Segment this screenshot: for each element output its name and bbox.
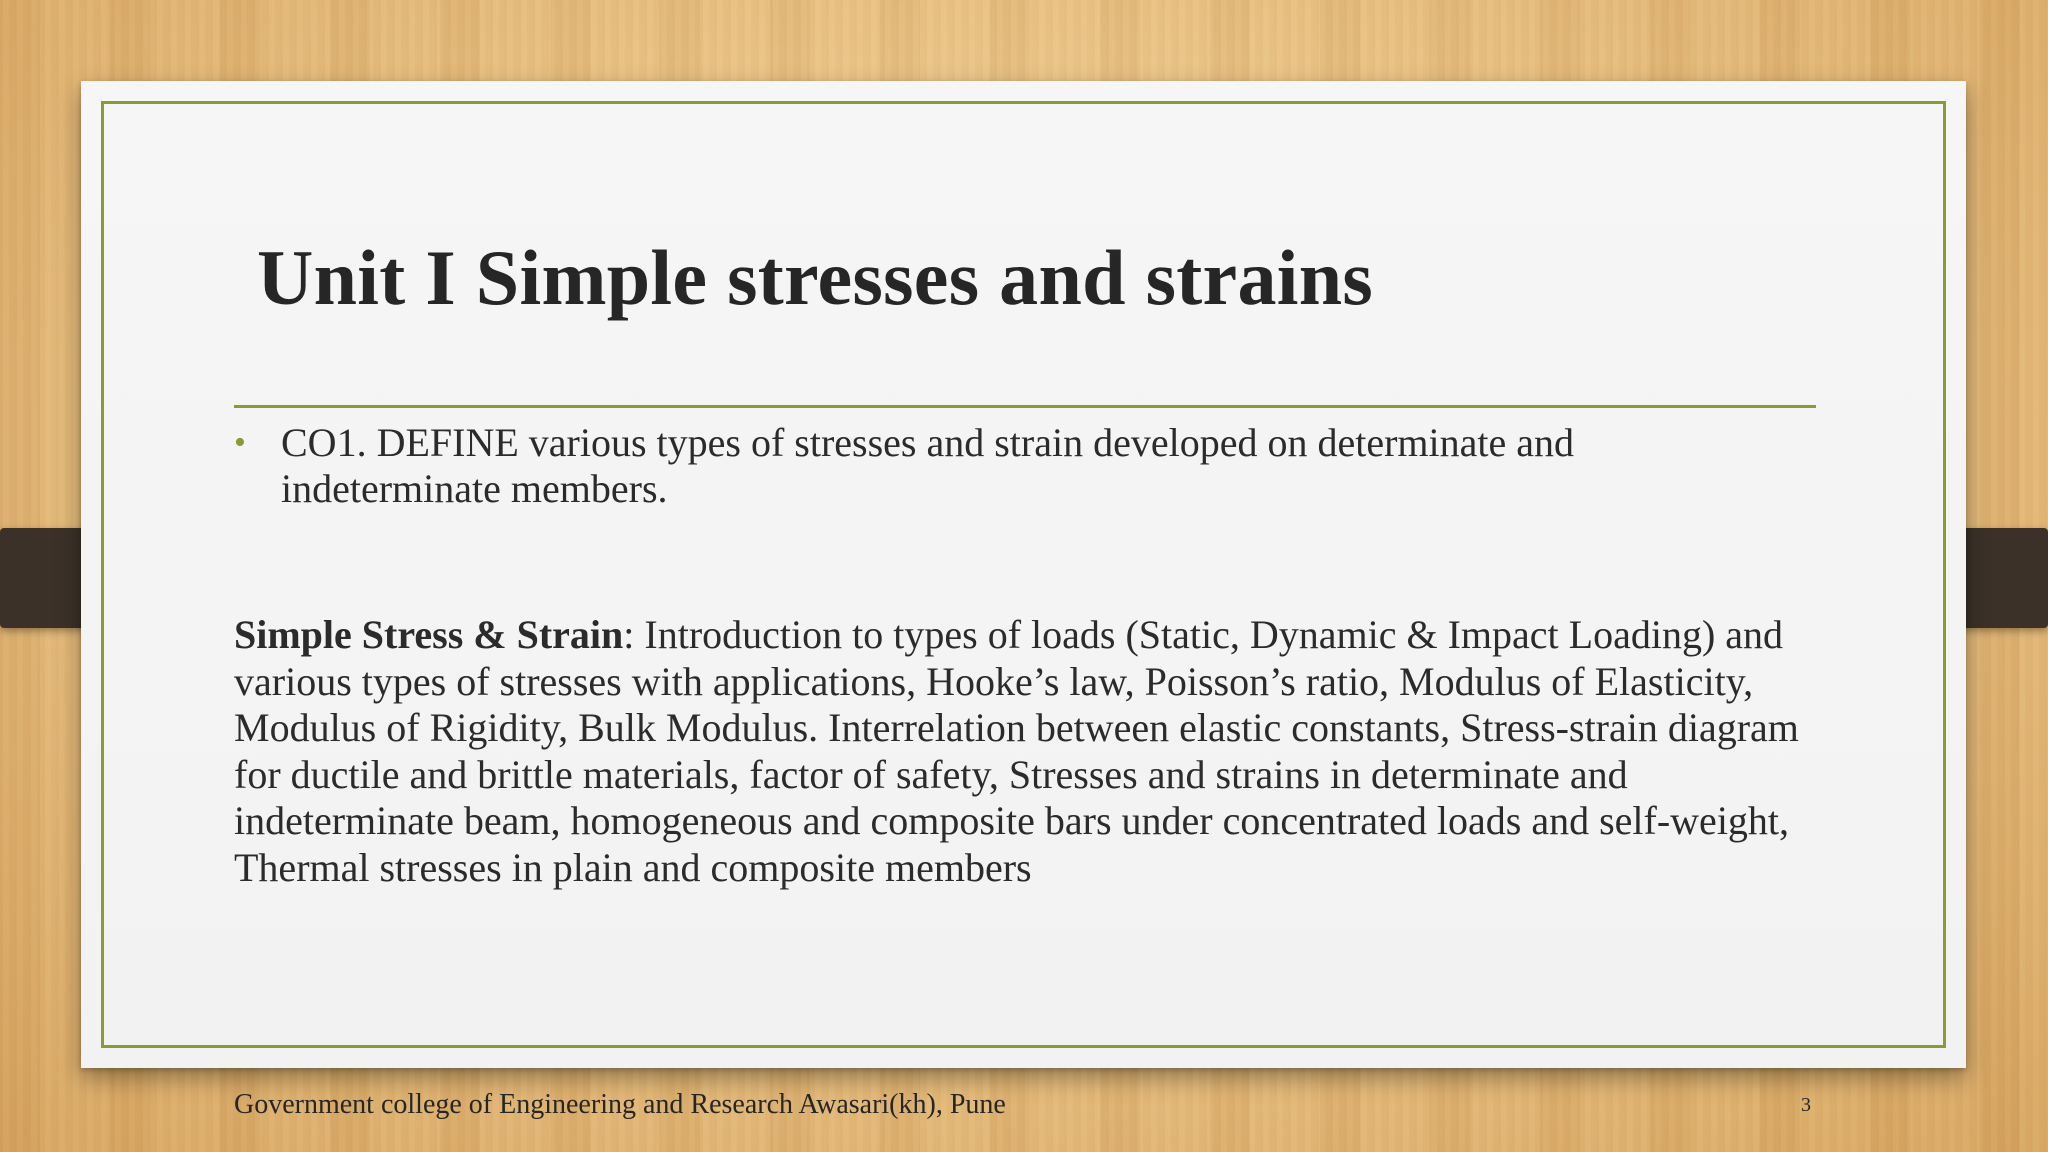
slide-title: Unit I Simple stresses and strains bbox=[257, 234, 1374, 321]
bullet-item bbox=[234, 420, 1744, 512]
slide-footer: Government college of Engineering and Research Awasari(kh), Pune bbox=[234, 1089, 1006, 1120]
bullet-text: CO1. DEFINE various types of stresses and strain developed on determinate and indeterminate members. bbox=[281, 420, 1575, 511]
paragraph-separator: : bbox=[623, 612, 635, 657]
bullet-marker: • bbox=[234, 424, 246, 461]
slide bbox=[81, 81, 1966, 1120]
title-divider bbox=[234, 405, 1816, 408]
paragraph-heading: Simple Stress & Strain bbox=[234, 612, 624, 657]
paragraph-text: Introduction to types of loads (Static, Dynamic & Impact Loading) and various types of stresses with applications, Hooke’s law, Poisson’s ratio, Modulus of Elasticity, Modulus of Rigidity, Bulk Modulus. Interrelation between elastic constants, Stress-strain diagram for ductile and brittle materials, factor of safety, Stresses and strains in determinate and indeterminate beam, homogeneous and composite bars under concentrated loads and self-weight, Thermal stresses in plain and composite members bbox=[234, 612, 1799, 890]
page-number: 3 bbox=[1801, 1094, 1811, 1116]
syllabus-paragraph bbox=[234, 612, 1854, 891]
